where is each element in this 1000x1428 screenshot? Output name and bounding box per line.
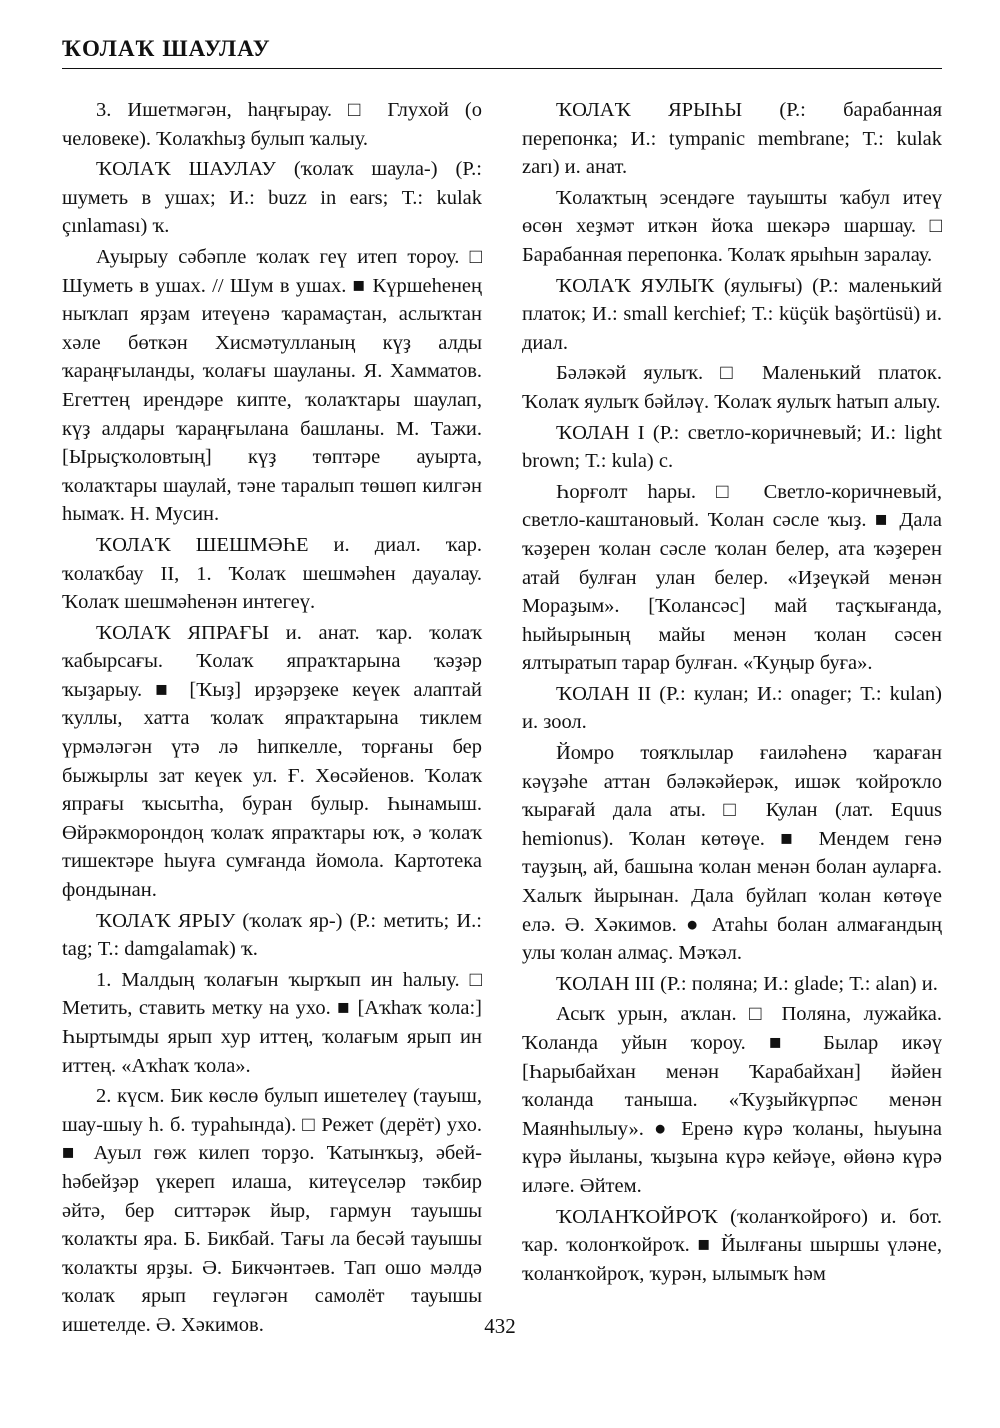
- entry-headword-paragraph: ҠОЛАНҠОЙРОҠ (ҡоланҡойроғо) и. бот. ҡар. ҡолонҡойроҡ. ■ Йылғаны шыршы үләне, ҡоланҡойроҡ, ҡурән, ылымыҡ һәм: [522, 1205, 942, 1285]
- entry-headword-paragraph: ҠОЛАҠ ЯРЫҺЫ (Р.: барабанная перепонка; И.: tympanic membrane; Т.: kulak zarı) и. анат.: [522, 99, 942, 179]
- entry-paragraph: Ҡолаҡтың эсендәге тауышты ҡабул итеү өсөн хеҙмәт иткән йоҡа шекәрә шаршау. □ Барабанная перепонка. Ҡолаҡ ярыһын заралау.: [522, 186, 942, 266]
- entry-paragraph: 2. күсм. Бик көслө булып ишетелеү (тауыш, шау-шыу һ. б. тураһында). □ Режет (дерёт) ухо. ■ Ауыл гөж килеп торҙо. Ҡатынҡыҙ, әбей-һәбейҙәр үкереп илаша, китеүселәр тәкбир әйтә, бер ситтәрәк йыр, гармун тауышы ҡолаҡты яра. Б. Бикбай. Тағы ла бесәй тауышы ҡолаҡты ярҙы. Ә. Бикчәнтәев. Тап ошо мәлдә ҡолаҡ ярып геүләгән самолёт тауышы ишетелде. Ә. Хәкимов.: [62, 1085, 482, 1336]
- page-number: 432: [484, 1314, 516, 1338]
- entry-paragraph: Һорғолт һары. □ Светло-коричневый, светло-каштановый. Ҡолан сәсле ҡыҙ. ■ Дала ҡәҙерен ҡолан сәсле ҡолан белер, ата ҡәҙерен атай булған улан белер. «Иҙеүкәй менән Мораҙым». [Ҡолансәс] май таҫҡығанда, һыйырының майы менән ҡолан сәсен ялтыратып тарар булған. «Ҡуңыр буға».: [522, 480, 942, 675]
- entry-paragraph: Асыҡ урын, аҡлан. □ Поляна, лужайка. Ҡоланда уйын ҡороу. ■ Былар икәү [Һарыбайхан менән Ҡарабайхан] йәйен ҡоланда танышa. «Ҡуҙыйкүрпәс менән Маянһылыу». ● Еренә күрә ҡоланы, һыуына күрә йыланы, ҡыҙына күрә кейәүе, өйөнә күрә иләге. Әйтем.: [522, 1003, 942, 1197]
- entry-headword-paragraph: ҠОЛАН III (Р.: поляна; И.: glade; Т.: alan) и.: [556, 972, 938, 995]
- right-column: [522, 96, 942, 1290]
- entry-headword-paragraph: ҠОЛАҠ ЯРЫУ (ҡолаҡ яр-) (Р.: метить; И.: tag; Т.: damgalamak) ҡ.: [62, 909, 482, 961]
- entry-paragraph: Йомро тояҡлылар ғаиләһенә ҡараған кәүҙәһе аттан бәләкәйерәк, ишәк ҡойроҡло ҡырағай дала аты. □ Кулан (лат. Equus hemionus). Ҡолан көтөүе. ■ Мендем генә тауҙың, ай, башына ҡолан менән болан ауларға. Халыҡ йырынан. Дала буйлап ҡолан көтөүе елә. Ә. Хәкимов. ● Атаһы болан алмағандың улы ҡолан алмаҫ. Мәҡәл.: [522, 742, 942, 965]
- entry-paragraph: Бәләкәй яулыҡ. □ Маленький платок. Ҡолаҡ яулыҡ бәйләү. Ҡолаҡ яулыҡ һатып алыу.: [522, 362, 942, 413]
- entry-paragraph: Ауырыу сәбәпле ҡолаҡ геү итеп тороу. □ Шуметь в ушах. // Шум в ушах. ■ Күршеһенең ныҡлап ярҙам итеүенә ҡарамаҫтан, аслыҡтан хәле бөткән Хисмәтулланың күҙ алды ҡараңғыланды, ҡолағы шауланы. Я. Хамматов. Егеттең ирендәре кипте, ҡолаҡтары шаулап, күҙ алдары ҡараңғылана башланы. М. Тажи. [Ырыҫҡоловтың] күҙ төптәре ауырта, ҡолаҡтары шаулай, тәне таралып төшөп килгән һымаҡ. Н. Мусин.: [62, 245, 482, 526]
- entry-headword-paragraph: ҠОЛАН I (Р.: светло-коричневый; И.: light brown; Т.: kula) с.: [522, 421, 942, 473]
- entry-headword-paragraph: ҠОЛАҠ ШАУЛАУ (ҡолаҡ шаула-) (Р.: шуметь в ушах; И.: buzz in ears; Т.: kulak çınlaması) ҡ.: [62, 158, 482, 238]
- entry-headword-paragraph: ҠОЛАҠ ЯПРАҒЫ и. анат. ҡар. ҡолаҡ ҡабырсағы. Ҡолаҡ япраҡтарына ҡәҙәр ҡыҙарыу. ■ [Ҡыҙ] ирҙәрҙеке кеүек алаптай ҡуллы, хатта ҡолаҡ япраҡтарына тиклем үрмәләгән үтә лә һипкелле, торғаны бер быжырлы зат кеүек ул. Ғ. Хөсәйенов. Ҡолаҡ япрағы ҡысытһа, буран булыр. Һынамыш. Өйрәкморондоң ҡолаҡ япраҡтары юҡ, ә ҡолаҡ тишектәре һыуға сумғанда йомола. Картотека фондынан.: [62, 621, 482, 902]
- entry-paragraph: 1. Малдың ҡолағын ҡырҡып ин һалыу. □ Метить, ставить метку на ухо. ■ [Аҡһаҡ ҡола:] Һыртымды ярып хур иттең, ҡолағым ярып ин иттең. «Аҡһаҡ ҡола».: [62, 968, 482, 1077]
- entry-paragraph: 3. Ишетмәгән, һаңғырау. □ Глухой (о человеке). Ҡолаҡһыҙ булып ҡалыу.: [62, 99, 482, 150]
- entry-headword-paragraph: ҠОЛАҠ ШЕШМӘҺЕ и. диал. ҡар. ҡолаҡбау II, 1. Ҡолаҡ шешмәһен дауалау. Ҡолаҡ шешмәһенән интегеү.: [62, 533, 482, 614]
- running-head: ҠОЛАҠ ШАУЛАУ: [62, 36, 271, 61]
- left-column: [62, 96, 482, 1342]
- header-rule: [62, 68, 942, 69]
- entry-headword-paragraph: ҠОЛАН II (Р.: кулан; И.: onager; Т.: kulan) и. зоол.: [522, 682, 942, 734]
- entry-headword-paragraph: ҠОЛАҠ ЯУЛЫҠ (яулығы) (Р.: маленький платок; И.: small kerchief; Т.: küçük başörtüsü) и. диал.: [522, 274, 942, 354]
